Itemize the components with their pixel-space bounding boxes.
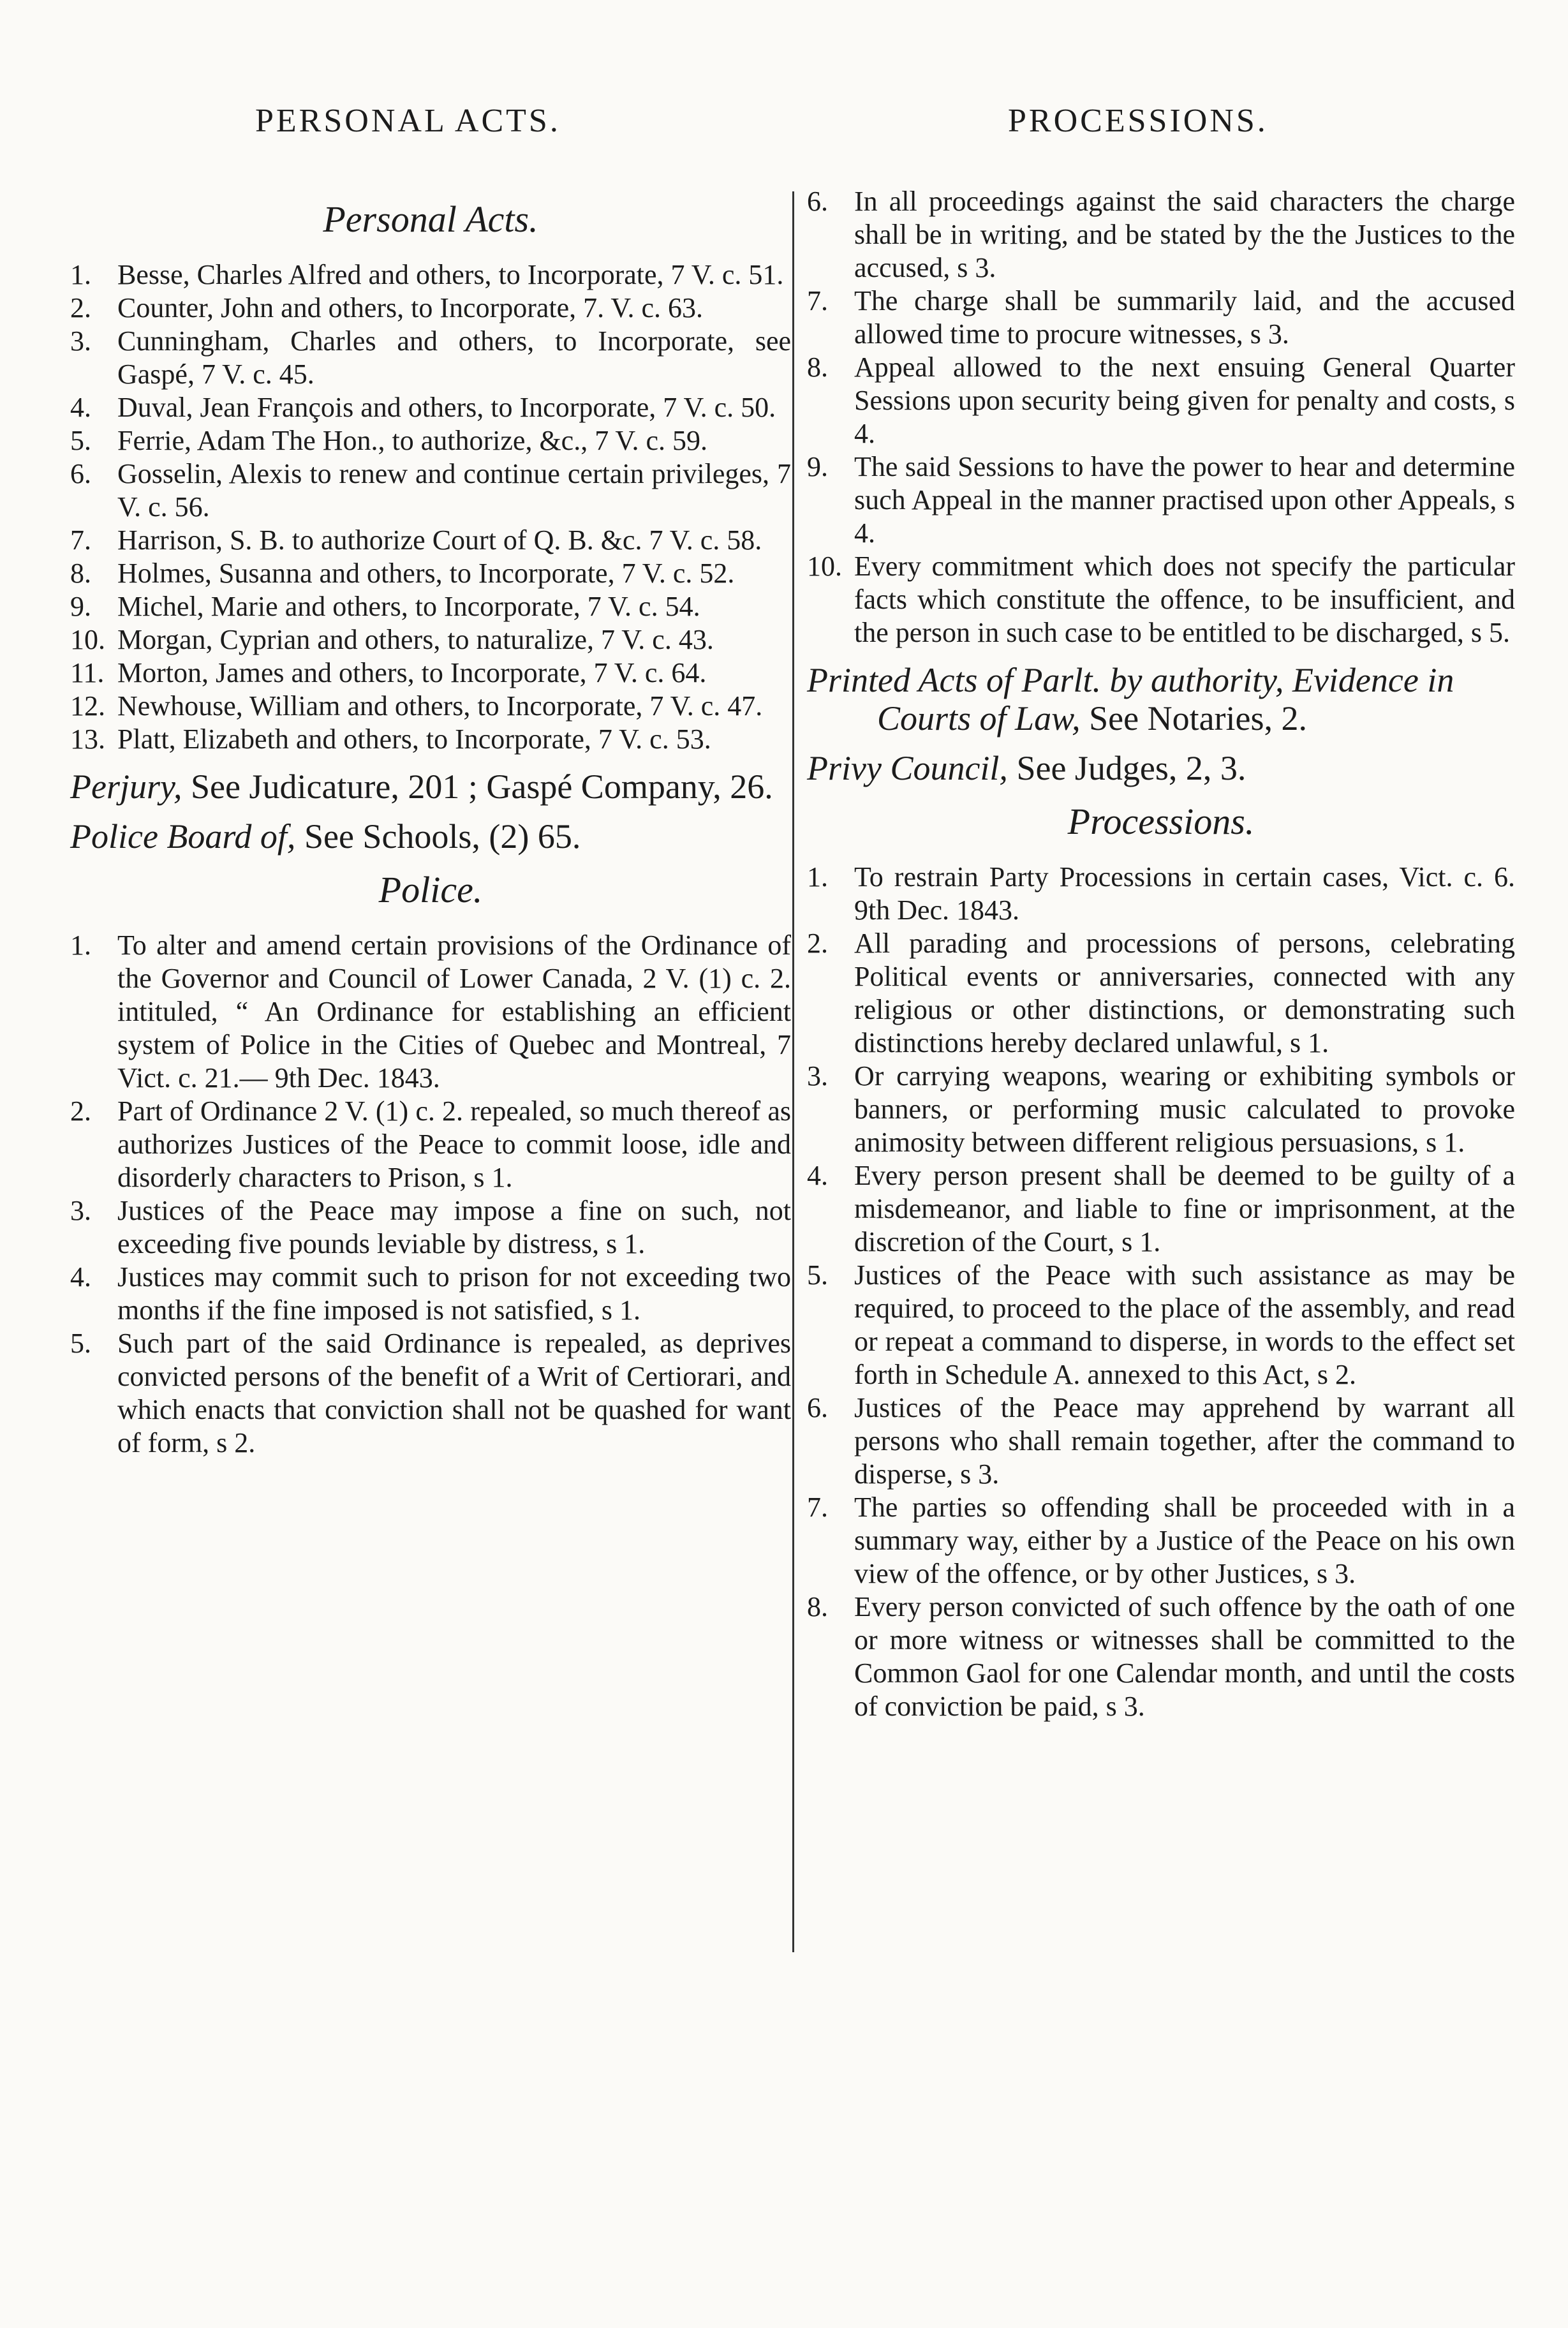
section-title-police: Police. [378, 869, 483, 910]
list-item [70, 457, 791, 524]
list-item [70, 723, 791, 756]
personal-acts-list [70, 258, 791, 756]
list-item [70, 1327, 791, 1460]
entry-text: Such part of the said Ordinance is repealed, as deprives convicted persons of the benefit of a Writ of Certiorari, and which enacts that conviction shall not be quashed for want of form, s 2. [117, 1328, 791, 1458]
entry-number: 9. [807, 451, 828, 482]
entry-number: 5. [70, 425, 91, 456]
entry-text: Platt, Elizabeth and others, to Incorporate, 7 V. c. 53. [117, 723, 711, 755]
entry-text: Duval, Jean François and others, to Incorporate, 7 V. c. 50. [117, 392, 776, 423]
entry-number: 6. [70, 458, 91, 489]
entry-text: All parading and processions of persons, celebrating Political events or anniversaries, connected with any religious or other distinctions, or demonstrating such distinctions hereby declared unlawful, s 1. [854, 928, 1515, 1058]
list-item [70, 590, 791, 623]
xref-printed-acts [807, 661, 1515, 738]
list-item [807, 1060, 1515, 1159]
entry-number: 10. [807, 551, 842, 582]
list-item [807, 1259, 1515, 1391]
list-item [807, 927, 1515, 1060]
xref-text: See Notaries, 2. [1089, 699, 1308, 738]
list-item [807, 1491, 1515, 1590]
entry-number: 7. [807, 285, 828, 316]
list-item [70, 1261, 791, 1327]
section-title-personal-acts: Personal Acts. [323, 198, 538, 240]
entry-number: 2. [70, 1095, 91, 1127]
list-item [807, 185, 1515, 285]
list-item [807, 1590, 1515, 1723]
entry-text: Justices may commit such to prison for not exceeding two months if the fine imposed is not satisfied, s 1. [117, 1261, 791, 1326]
list-item [70, 391, 791, 424]
entry-text: To restrain Party Processions in certain cases, Vict. c. 6. 9th Dec. 1843. [854, 861, 1515, 926]
entry-number: 6. [807, 186, 828, 217]
section-title-processions: Processions. [1067, 801, 1255, 842]
entry-number: 7. [70, 524, 91, 556]
entry-text: The parties so offending shall be proceeded with in a summary way, either by a Justice of the Peace on his own view of the offence, or by other Justices, s 3. [854, 1492, 1515, 1589]
xref-police-board [70, 817, 791, 856]
entry-text: The said Sessions to have the power to hear and determine such Appeal in the manner practised upon other Appeals, s 4. [854, 451, 1515, 549]
running-head-left: PERSONAL ACTS. [255, 103, 561, 139]
entry-text: Every person convicted of such offence by the oath of one or more witness or witnesses shall be committed to the Common Gaol for one Calendar month, and until the costs of conviction be paid, s 3. [854, 1591, 1515, 1722]
entry-number: 13. [70, 723, 105, 755]
entry-text: Holmes, Susanna and others, to Incorporate, 7 V. c. 52. [117, 558, 735, 589]
entry-text: Gosselin, Alexis to renew and continue certain privileges, 7 V. c. 56. [117, 458, 791, 523]
entry-number: 3. [70, 1195, 91, 1226]
entry-number: 12. [70, 690, 105, 722]
entry-text: In all proceedings against the said characters the charge shall be in writing, and be stated by the the Justices to the accused, s 3. [854, 186, 1515, 283]
entry-number: 1. [70, 930, 91, 961]
entry-number: 10. [70, 624, 105, 655]
xref-head: Perjury, [70, 767, 182, 806]
list-item [70, 656, 791, 690]
list-item [807, 285, 1515, 351]
xref-text: See Judicature, 201 ; Gaspé Company, 26. [190, 767, 773, 806]
police-list-continued [807, 185, 1515, 649]
entry-text: Harrison, S. B. to authorize Court of Q. B. &c. 7 V. c. 58. [117, 524, 762, 556]
entry-text: Justices of the Peace with such assistance as may be required, to proceed to the place of the assembly, and read or repeat a command to disperse, in words to the effect set forth in Schedule A. annexed to this Act, s 2. [854, 1259, 1515, 1390]
xref-text: See Judges, 2, 3. [1016, 749, 1246, 787]
left-column [70, 185, 791, 1460]
entry-text: Appeal allowed to the next ensuing General Quarter Sessions upon security being given for penalty and costs, s 4. [854, 352, 1515, 449]
xref-head: Police Board of, [70, 817, 296, 856]
list-item [807, 861, 1515, 927]
xref-head: Privy Council, [807, 749, 1008, 787]
running-head-right: PROCESSIONS. [1008, 103, 1268, 139]
list-item [807, 450, 1515, 550]
entry-text: Every person present shall be deemed to be guilty of a misdemeanor, and liable to fine or imprisonment, at the discretion of the Court, s 1. [854, 1160, 1515, 1257]
entry-text: Cunningham, Charles and others, to Incorporate, see Gaspé, 7 V. c. 45. [117, 325, 791, 390]
entry-text: The charge shall be summarily laid, and the accused allowed time to procure witnesses, s 3. [854, 285, 1515, 350]
entry-number: 2. [70, 292, 91, 323]
entry-text: Newhouse, William and others, to Incorporate, 7 V. c. 47. [117, 690, 763, 722]
entry-number: 8. [807, 1591, 828, 1622]
list-item [70, 424, 791, 457]
entry-text: Morgan, Cyprian and others, to naturalize, 7 V. c. 43. [117, 624, 714, 655]
entry-number: 6. [807, 1392, 828, 1423]
list-item [807, 550, 1515, 649]
list-item [807, 1159, 1515, 1259]
entry-number: 8. [807, 352, 828, 383]
entry-number: 9. [70, 591, 91, 622]
entry-text: Morton, James and others, to Incorporate, 7 V. c. 64. [117, 657, 707, 688]
entry-number: 1. [70, 259, 91, 290]
entry-number: 4. [70, 392, 91, 423]
entry-number: 5. [70, 1328, 91, 1359]
xref-privy-council [807, 749, 1515, 787]
entry-number: 4. [807, 1160, 828, 1191]
entry-text: Ferrie, Adam The Hon., to authorize, &c., 7 V. c. 59. [117, 425, 708, 456]
entry-text: Every commitment which does not specify the particular facts which constitute the offence, to be insufficient, and the person in such case to be entitled to be discharged, s 5. [854, 551, 1515, 648]
entry-text: Michel, Marie and others, to Incorporate, 7 V. c. 54. [117, 591, 700, 622]
xref-head: Printed Acts of Parlt. by authority, Evidence in Courts of Law, [807, 661, 1454, 738]
entry-number: 3. [807, 1060, 828, 1092]
entry-text: Justices of the Peace may apprehend by warrant all persons who shall remain together, after the command to disperse, s 3. [854, 1392, 1515, 1490]
entry-text: Besse, Charles Alfred and others, to Incorporate, 7 V. c. 51. [117, 259, 784, 290]
xref-perjury [70, 767, 791, 806]
xref-text: See Schools, (2) 65. [304, 817, 581, 856]
entry-number: 4. [70, 1261, 91, 1293]
list-item [70, 1095, 791, 1194]
list-item [807, 1391, 1515, 1491]
list-item [70, 258, 791, 292]
list-item [70, 325, 791, 391]
entry-text: Part of Ordinance 2 V. (1) c. 2. repealed, so much thereof as authorizes Justices of the Peace to commit loose, idle and disorderly characters to Prison, s 1. [117, 1095, 791, 1193]
entry-text: Counter, John and others, to Incorporate, 7. V. c. 63. [117, 292, 704, 323]
processions-list [807, 861, 1515, 1723]
list-item [807, 351, 1515, 450]
entry-number: 5. [807, 1259, 828, 1291]
list-item [70, 524, 791, 557]
column-divider [792, 191, 794, 1952]
entry-number: 1. [807, 861, 828, 893]
entry-number: 11. [70, 657, 105, 688]
list-item [70, 292, 791, 325]
entry-number: 2. [807, 928, 828, 959]
list-item [70, 623, 791, 656]
entry-number: 7. [807, 1492, 828, 1523]
entry-text: Or carrying weapons, wearing or exhibiting symbols or banners, or performing music calculated to provoke animosity between different religious persuasions, s 1. [854, 1060, 1515, 1158]
list-item [70, 557, 791, 590]
list-item [70, 929, 791, 1095]
entry-text: Justices of the Peace may impose a fine on such, not exceeding five pounds leviable by distress, s 1. [117, 1195, 791, 1259]
list-item [70, 1194, 791, 1261]
entry-text: To alter and amend certain provisions of the Ordinance of the Governor and Council of Lower Canada, 2 V. (1) c. 2. intituled, “ An Ordinance for establishing an efficient system of Police in the Cities of Quebec and Montreal, 7 Vict. c. 21.— 9th Dec. 1843. [117, 930, 791, 1094]
right-column [807, 185, 1515, 1723]
entry-number: 8. [70, 558, 91, 589]
list-item [70, 690, 791, 723]
police-list [70, 929, 791, 1460]
entry-number: 3. [70, 325, 91, 357]
